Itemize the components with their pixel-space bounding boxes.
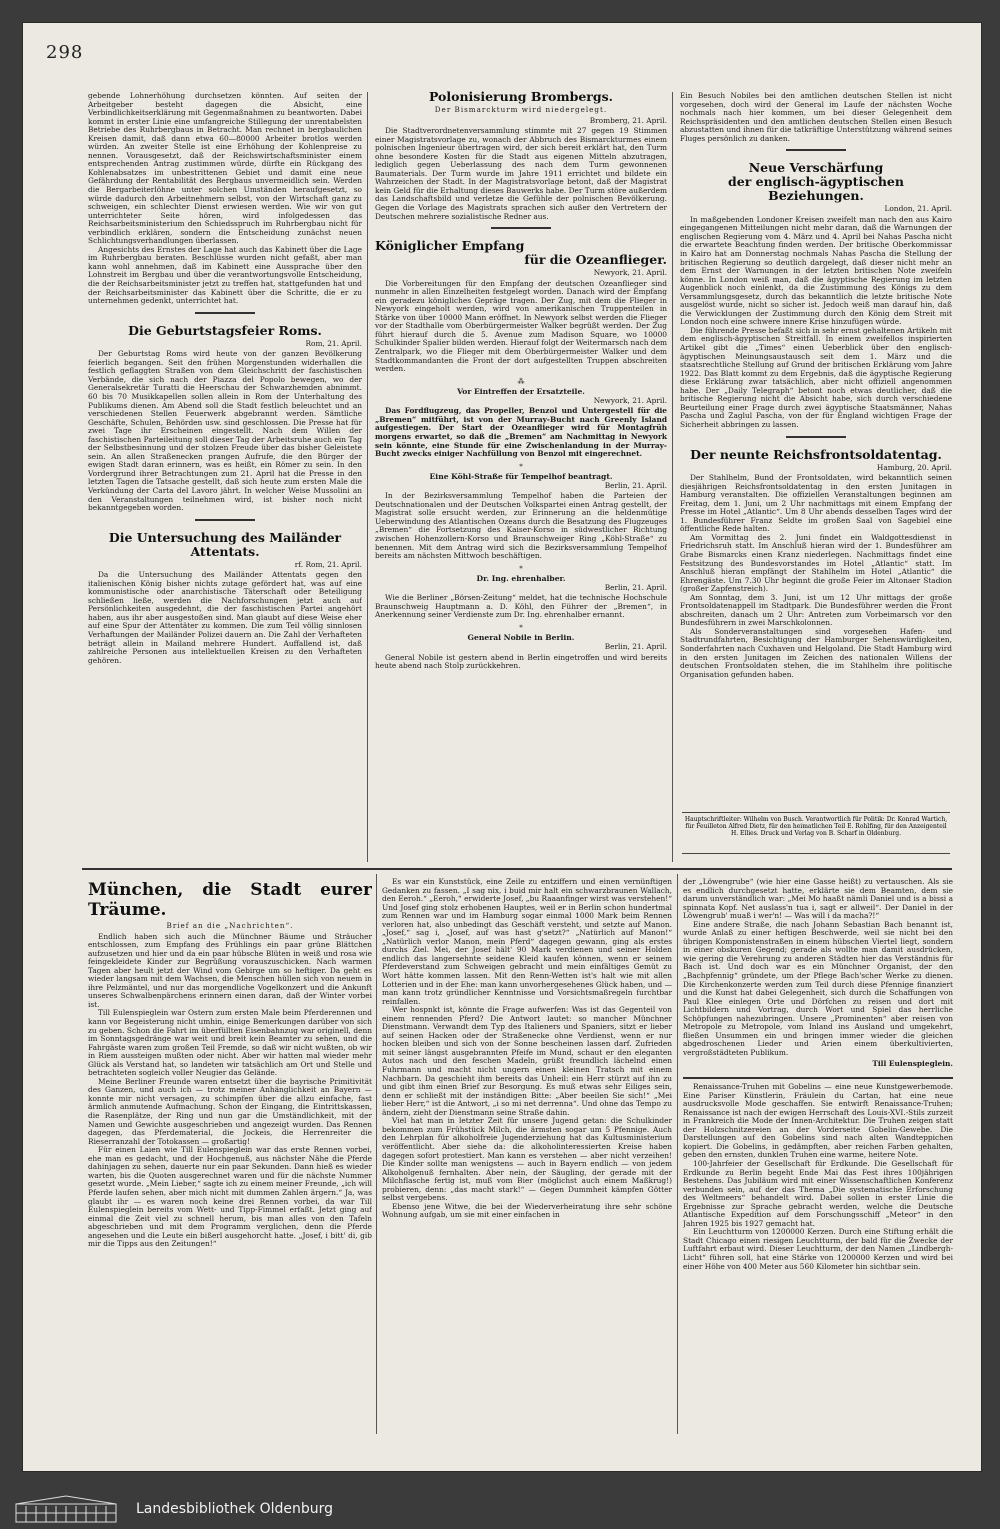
paragraph: Viel hat man in letzter Zeit für unsere Jugend getan: die Schulkinder bekommen zum Frühstück Milch, die ärmsten sogar um 5 Pfennige. Auch den Lehrplan für alkoholfreie Jugenderziehung hat das Kultusministerium veröffentlicht. Aber siehe da: die alkoholinteressierten Kreise haben dagegen sofort protestiert. Man kann es verstehen — aber nicht verzeihen! Die Kinder sollte man wenigstens — auch in Bayern endlich — von jedem Alkoholgenuß fernhalten. Aber nein, der Säugling, der gerade mit der Milchflasche fertig ist, muß vom Bier (möglichst auch einem Maßkrug!) probieren, denn: „das macht stark!“ — Gegen Dummheit kämpfen Götter selbst vergebens.: [382, 1116, 672, 1203]
dateline: Berlin, 21. April.: [604, 582, 667, 592]
paragraph: In maßgebenden Londoner Kreisen zweifelt man nach den aus Kairo eingegangenen Mitteilungen nicht mehr daran, daß die Warnungen der englischen Regierung vom 4. März und 4. April bei Nahas Pascha nicht die erwartete Beachtung finden werden. Der britische Oberkommissar in Kairo hat am Donnerstag nochmals Nahas Pascha die Stellung der britischen Regierung so deutlich dargelegt, daß dieser nicht mehr an dem Ernst der Warnungen in der letzten britischen Note zweifeln könne. In London weiß man, daß die ägyptische Regierung im letzten Augenblick noch einlenkt, da die Zustimmung des Königs zu dem Versammlungsgesetz, durch das bekanntlich die letzte britische Note ausgelöst wurde, nicht so sicher ist. Jedoch weiß man darauf hin, daß die Verwicklungen der Zustimmung durch den König dem Streit mit London noch eine schwere innere Krise hinzufügen würde.: [680, 214, 952, 327]
paragraph: In der Bezirksversammlung Tempelhof haben die Parteien der Deutschnationalen und der Deutschen Volkspartei einen Antrag gestellt, der Magistrat solle ersucht werden, zur Erinnerung an die heldenmütige Ueberwindung des Atlantischen Ozeans durch die Besatzung des Flugzeuges „Bremen“ die Fortsetzung des Kaiser-Korso in südwestlicher Richtung zwischen Hohenzollern-Korso und Braunschweiger Ring „Köhl-Straße“ zu benennen. Mit dem Antrag wird sich die Bezirksversammlung Tempelhof bereits am nächsten Mittwoch beschäftigen.: [375, 491, 667, 561]
separator: [491, 227, 551, 229]
separator: [683, 1077, 953, 1079]
paragraph: Ein Besuch Nobiles bei den amtlichen deutschen Stellen ist nicht vorgesehen, doch wird der General im Laufe der nächsten Woche nochmals nach hier kommen, um bei dieser Gelegenheit dem Reichspräsidenten und den amtlichen deutschen Stellen einen Besuch abzustatten und ihnen für die tatkräftige Unterstützung während seines Fluges persönlich zu danken.: [680, 92, 952, 143]
paragraph: Die Vorbereitungen für den Empfang der deutschen Ozeanflieger sind nunmehr in allen Einzelheiten festgelegt worden. Danach wird der Empfang ein geradezu königliches Gepräge tragen. Der Zug, mit dem die Flieger in Newyork eingeholt werden, wird von amerikanischen Truppenteilen in Stärke von über 10000 Mann eröffnet. In Newyork selbst werden die Flieger vor der Stadthalle vom Oberbürgermeister Walker begrüßt werden. Der Zug führt hierauf durch die 5. Avenue zum Madison Square, wo 10000 Schulkinder Spalier bilden werden. Hierauf folgt der Weitermarsch nach dem Zentralpark, wo die Flieger mit dem Oberbürgermeister Walker und dem Stadtkommandanten die Front der dort aufgestellten Truppen abschreiten werden.: [375, 278, 667, 374]
asterism: ⁂: [517, 377, 525, 386]
feuilleton-column-1: [88, 874, 372, 1434]
paragraph: Für einen Laien wie Till Eulenspieglein war das erste Rennen vorbei, ehe man es gedacht, und der Hochgenuß, aus nächster Nähe die Pferde dahinjagen zu sehen, dauerte nur ein paar Sekunden. Dann hieß es wieder warten, bis die Quoten ausgerechnet waren und für die nächste Nummer gesetzt wurde. „Mein Lieber,“ sagte ich zu einem meiner Freunde, „ich will Pferde laufen sehen, aber mich nicht mit dummen Zahlen ärgern.“ Ja, was glaubt ihr — es waren noch keine drei Rennen vorbei, da war Till Eulenspieglein bereits vom Wett- und Tipp-Fimmel erfaßt. Jetzt ging auf einmal die Zeit viel zu schnell herum, bis man alles von den Tafeln abgeschrieben und mit dem Programm verglichen, denn die Pferde angesehen und die Leute ein bißerl ausgehorcht hatte. „Josef, i bitt' di, gib mir die Tipps aus den Zeitungen!“: [88, 1145, 372, 1249]
library-building-icon: [12, 1494, 122, 1524]
paragraph: Der Geburtstag Roms wird heute von der ganzen Bevölkerung feierlich begangen. Seit den frühen Morgenstunden widerhallen die festlich geflaggten Straßen von dem Gleichschritt der faschistischen Verbände, die sich nach der Piazza del Popolo bewegen, wo der Generalsekretär Turatti die Heerschau der Schwarzhemden abnimmt. 60 bis 70 Musikkapellen sollen allein in Rom der Unterhaltung des Publikums dienen. Am Abend soll die Stadt festlich beleuchtet und an verschiedenen Stellen Feuerwerk abgebrannt werden. Sämtliche Geschäfte, Schulen, Behörden usw. sind geschlossen. Die Presse hat für zwei Tage ihr Erscheinen eingestellt. Nach dem Willen der faschistischen Parteileitung soll dieser Tag der Arbeitsruhe auch ein Tag der Selbstbesinnung und der stolzen Freude über das bisher Geleistete sein. An allen Straßenecken prangen Aufrufe, die den Bürger der ewigen Stadt daran erinnern, was es heißt, ein Römer zu sein. In den Vordergrund ihrer Betrachtungen zum 21. April hat die Presse in den letzten Tagen die Tatsache gestellt, daß sich heute zum ersten Male die Verkündung der Carta del Lavoro jährt. In welcher Weise Mussolini an den Veranstaltungen teilnehmen wird, ist bisher noch nicht bekanntgegeben worden.: [88, 349, 362, 513]
paragraph: Die Stadtverordnetenversammlung stimmte mit 27 gegen 19 Stimmen einer Magistratsvorlage zu, wonach der Abbruch des Bismarckturmes einem polnischen Ingenieur übertragen wird, der sich bereit erklärt hat, den Turm ohne besondere Kosten für die Stadt aus eigenen Mitteln abzutragen, lediglich gegen Ueberlassung des nach dem Turm gewonnenen Baumaterials. Der Turm wurde im Jahre 1911 errichtet und bildete ein Wahrzeichen der Stadt. In der Magistratsvorlage betont, daß der Magistrat kein Geld für die Erhaltung dieses Bauwerks habe. Der Turm störe außerdem das Landschaftsbild und verletze die Gefühle der polnischen Bevölkerung. Gegen die Vorlage des Magistrats sprachen sich außer den Vertretern der Deutschen mehrere sozialistische Redner aus.: [375, 126, 667, 221]
paragraph: Wie die Berliner „Börsen-Zeitung“ meldet, hat die technische Hochschule Braunschweig Hauptmann a. D. Köhl, den Führer der „Bremen“, in Anerkennung seiner Verdienste zum Dr. Ing. ehrenhalber ernannt.: [375, 593, 667, 620]
paragraph: gebende Lohnerhöhung durchsetzen könnten. Auf seiten der Arbeitgeber besteht dagegen die Absicht, eine Verbindlichkeitserklärung mit Gegenmaßnahmen zu beantworten. Dabei kommt in erster Linie eine umfangreiche Stillegung der unrentabelsten Betriebe des Ruhrbergbaus in Betracht. Man rechnet in bergbaulichen Kreisen damit, daß dann etwa 60—80000 Arbeiter brotlos werden würden. An zweiter Stelle ist eine Erhöhung der Kohlenpreise zu nennen. Vorausgesetzt, daß der Reichswirtschaftsminister einem entsprechenden Antrag zustimmen würde, dürfte ein Rückgang des Kohlenabsatzes im unbestrittenen Gebiet und damit eine neue Gefährdung der Rentabilität des Bergbaus unvermeidlich sein. Werden die Bergarbeiterlöhne unter solchen Umständen heraufgesetzt, so würde dadurch den Arbeitnehmern selbst, von der Wirtschaft ganz zu schweigen, ein schlechter Dienst erwiesen werden. Wie wir von gut unterrichteter Seite hören, wird infolgedessen das Reichsarbeitsministerium den Schiedsspruch im Ruhrbergbau nicht für verbindlich erklären, sondern die Entscheidung zunächst neuen Schlichtungsverhandlungen überlassen.: [88, 92, 362, 246]
feuilleton-title: München, die Stadt eurer Träume.: [88, 880, 372, 920]
column-rule: [376, 874, 377, 1434]
headline-ocean-1: Königlicher Empfang: [375, 238, 525, 254]
dateline: Berlin, 21. April.: [604, 480, 667, 490]
feuilleton-subtitle: Brief an die „Nachrichten“.: [166, 921, 294, 930]
dateline: Bromberg, 21. April.: [589, 115, 667, 125]
paragraph: Die führende Presse befaßt sich in sehr ernst gehaltenen Artikeln mit dem englisch-ägyptischen Streitfall. In einem zweifellos inspirierten Artikel gibt die „Times“ einen Ueberblick über den englisch-ägyptischen Meinungsaustausch seit dem 1. März und die staatsrechtliche Stellung auf Grund der britischen Erklärung vom Jahre 1922. Das Blatt kommt zu dem Ergebnis, daß die ägyptische Regierung diese Erklärung zwar tatsächlich, aber nicht offiziell angenommen habe. Der „Daily Telegraph“ betont noch etwas deutlicher, daß die britische Regierung nicht die Absicht habe, sich durch verschiedene Beurteilung einer Frage durch zwei ägyptische Staatsmänner, Nahas Pascha und Zaglul Pascha, von der für England wichtigen Frage der Sicherheit abbringen zu lassen.: [680, 325, 952, 429]
subhead-doctor: Dr. Ing. ehrenhalber.: [476, 574, 566, 584]
subheadline: Der Bismarckturm wird niedergelegt.: [434, 105, 608, 114]
paragraph: Till Eulenspieglein war Ostern zum ersten Male beim Pferderennen und kann vor Begeisterung nicht umhin, einige Bemerkungen darüber von sich zu geben. Schon die Fahrt im überfüllten Eisenbahnzug war originell, denn im Sonntagsgedränge war weit und breit kein Beamter zu sehen, und die Fahrgäste waren zum großen Teil Fremde, so daß wir nicht wußten, ob wir in Riem aussteigen mußten oder nicht. Aber wir hatten mal wieder mehr Glück als Verstand hat, so landeten wir tatsächlich am Ort und Stelle und betrachteten sogleich voller Neugier das Gelände.: [88, 1008, 372, 1078]
headline-ocean-2: für die Ozeanflieger.: [524, 252, 667, 268]
column-1: [88, 92, 362, 867]
paragraph: General Nobile ist gestern abend in Berlin eingetroffen und wird bereits heute abend nach Stolp zurückkehren.: [375, 652, 667, 671]
newspaper-page: [22, 22, 982, 1472]
separator: [195, 519, 255, 521]
column-rule: [367, 92, 368, 862]
dateline: Rom, 21. April.: [305, 338, 362, 348]
subhead-nobile: General Nobile in Berlin.: [467, 633, 575, 643]
page-number: 298: [46, 42, 84, 63]
headline-milan: Die Untersuchung des Mailänder Attentats.: [108, 529, 342, 559]
headline-rome: Die Geburtstagsfeier Roms.: [128, 322, 322, 338]
asterism: *: [519, 623, 523, 632]
column-rule: [672, 92, 673, 862]
paragraph: Das Fordflugzeug, das Propeller, Benzol und Untergestell für die „Bremen“ mitführt, ist von der Murray-Bucht nach Greenly Island aufgestiegen. Der Start der Ozeanflieger wird für Montagfrüh morgens erwartet, so daß die „Bremen“ am Nachmittag in Newyork sein könnte, eine Stunde für eine Zwischenlandung in der Murray-Bucht zwecks einiger Nachfüllung von Benzol mit eingerechnet.: [375, 406, 667, 459]
paragraph: Am Sonntag, dem 3. Juni, ist um 12 Uhr mittags der große Frontsoldatenappell im Stadtpark. Die Bundesführer werden die Front abschreiten, danach um 2 Uhr: Antreten zum Vorbeimarsch vor den Bundesführern in zwei Marschkolonnen.: [680, 592, 952, 628]
dateline: Newyork, 21. April.: [593, 268, 667, 278]
imprint-box: [682, 812, 950, 854]
dateline: London, 21. April.: [884, 204, 952, 214]
paragraph: Am Vormittag des 2. Juni findet ein Waldgottesdienst in Friedrichsruh statt. Im Anschluß hieran wird der 1. Bundesführer am Grabe Bismarcks einen Kranz niederlegen. Nachmittags findet eine Festsitzung des Bundesvorstandes im Hotel „Atlantic“ statt. Im Anschluß hieran empfängt der Stahlhelm im Hotel „Atlantic“ die Ehrengäste. Um 7.30 Uhr beginnt die große Feier im Altonaer Stadion (großer Zapfenstreich).: [680, 532, 952, 594]
paragraph: der „Löwengrube“ (wie hier eine Gasse heißt) zu vertauschen. Als sie es endlich durchgesetzt hatte, erklärte sie dem Beamten, dem sie darum unverständlich war: „Mei Mo haaßt nämli Daniel und is a bissi a spinnata Kopf. Net auslass'n tua i, sagt er allweil“. Der Daniel in der Löwengrub' muaß i wer'n! — Was will i da macha?!“: [683, 878, 953, 921]
subhead-koehl: Eine Köhl-Straße für Tempelhof beantragt.: [429, 472, 613, 482]
library-name: Landesbibliothek Oldenburg: [136, 1501, 334, 1517]
paragraph: Ein Leuchtturm von 1200000 Kerzen. Durch eine Stiftung erhält die Stadt Chicago einen riesigen Leuchtturm, der bald für die Zwecke der Luftfahrt erbaut wird. Dieser Leuchtturm, der den Namen „Lindbergh-Licht“ führen soll, hat eine Stärke von 1200000 Kerzen und wird bei einer Höhe von 400 Meter aus 560 Kilometer hin sichtbar sein.: [683, 1227, 953, 1271]
headline-egypt-2: der englisch-ägyptischen Beziehungen.: [728, 174, 904, 204]
paragraph: Der Stahlhelm, Bund der Frontsoldaten, wird bekanntlich seinen diesjährigen Reichsfrontsoldatentag in den ersten Junitagen in Hamburg veranstalten. Die offiziellen Veranstaltungen beginnen am Freitag, dem 1. Juni, um 2 Uhr nachmittags mit einem Empfang der Presse im Hotel „Atlantic“. Um 8 Uhr abends desselben Tages wird der 1. Bundesführer Franz Seldte im großen Saal von Sagebiel eine öffentliche Rede halten.: [680, 473, 952, 534]
feuilleton-divider: [82, 868, 952, 870]
separator: [195, 312, 255, 314]
separator: [786, 149, 846, 151]
column-2: [375, 88, 667, 868]
paragraph: Ebenso jene Witwe, die bei der Wiederverheiratung ihre sehr schöne Wohnung aufgab, um sie mit einer einfachen in: [382, 1201, 672, 1220]
paragraph: Als Sonderveranstaltungen sind vorgesehen Hafen- und Stadtrundfahrten, Besichtigung der Hamburger Sehenswürdigkeiten, Sonderfahrten nach Cuxhaven und Helgoland. Die Stadt Hamburg wird in den ersten Junitagen im Zeichen des nationalen Willens der deutschen Frontsoldaten stehen, die im Stahlhelm ihre politische Organisation gefunden haben.: [680, 626, 952, 679]
paragraph: Da die Untersuchung des Mailänder Attentats gegen den italienischen König bisher nichts zutage gefördert hat, was auf eine kommunistische oder anarchistische Täterschaft oder Beteiligung schließen ließe, werden die Nachforschungen jetzt auch auf Persönlichkeiten ausgedehnt, die der faschistischen Partei angehört haben, aus ihr aber ausgestoßen sind. Man glaubt auf diese Weise eher auf eine Spur der Attentäter zu kommen. Die zum Teil völlig sinnlosen Verhaftungen der Mailänder Polizei dauern an. Die Zahl der Verhafteten beträgt allein in Mailand mehrere Hundert. Auffallend ist, daß zahlreiche Personen aus intellektuellen Kreisen zu den Verhafteten gehören.: [88, 570, 362, 665]
paragraph: 100-Jahrfeier der Gesellschaft für Erdkunde. Die Gesellschaft für Erdkunde zu Berlin begeht Ende Mai das Fest ihres 100jährigen Bestehens. Das Jubiläum wird mit einer Wissenschaftlichen Konferenz verbunden sein, auf der das Thema „Die systematische Erforschung des Weltmeers“ behandelt wird. Dabei sollen in erster Linie die Ergebnisse zur Sprache gebracht werden, welche die Deutsche Atlantische Expedition auf dem Forschungsschiff „Meteor“ in den Jahren 1925 bis 1927 gemacht hat.: [683, 1158, 953, 1228]
dateline: Berlin, 21. April.: [604, 641, 667, 651]
paragraph: Wer hospnkt ist, könnte die Frage aufwerfen: Was ist das Gegenteil von einem rennenden Pferd? Die Antwort lautet: so mancher Münchner Dienstmann. Verwandt dem Typ des Italieners und Spaniers, sitzt er lieber auf seinen Hacken oder der Straßenecke ohne Verdienst, wenn er nur hocken bleiben und sich von der Sonne bescheinen lassen darf. Zufrieden mit seiner längst ausgebrannten Pfeife im Mund, schaut er den eleganten Autos nach und den feschen Madeln, grüßt freundlich lächelnd einen Fuhrmann und macht nicht ungern einen kleinen Tratsch mit einem Nachbarn. Da geschieht ihm bereits das Unheil: ein Herr stürzt auf ihn zu und gibt ihm einen Brief zur Besorgung. Es muß etwas sehr Eiliges sein, denn er schließt mit der inständigen Bitte: „Aber beeilen Sie sich!“ „Mei lieber Herr,“ ist die Antwort, „i so mi net derrenna“. Und ohne das Tempo zu ändern, zieht der Dienstmann seine Straße dahin.: [382, 1005, 672, 1117]
headline-bromberg: Polonisierung Brombergs.: [428, 89, 614, 104]
paragraph: Angesichts des Ernstes der Lage hat auch das Kabinett über die Lage im Ruhrbergbau beraten. Beschlüsse wurden nicht gefaßt, aber man kann wohl annehmen, daß im Kabinett eine Aussprache über den Lohnstreit im Bergbau und über die verantwortungsvolle Entscheidung, die der Reichsarbeitsminister jetzt zu treffen hat, stattgefunden hat und der Reichsarbeitsminister das Kabinett über die Schritte, die er zu unternehmen gedenkt, unterrichtet hat.: [88, 244, 362, 306]
paragraph: Eine andere Straße, die nach Johann Sebastian Bach benannt ist, wurde Anlaß zu einer heftigen Beschwerde, weil sie nicht bei den übrigen Komponistenstraßen in einem hübschen Viertel liegt, sondern in einer obskuren Gegend; gerade als wollte man damit ausdrücken, wie gering die Verehrung zu anderen Städten hier das Verständnis für Bach ist. Und doch war es ein Münchner Organist, der den „Bachpfennig“ gründete, um der Pflege Bach'scher Werke zu dienen. Die Kirchenkonzerte werden zum Teil durch diese Pfennige finanziert und die Kunst hat dabei Gelegenheit, sich durch die Schaffungen von Paul Klee einlegen Orte und Dörfchen zu reisen und dort mit Lichtbildern und Vortrag, durch Wort und Spiel das herrliche Schöpfungen nahezubringen. Unsere „Prominenten“ aber reisen von Metropole zu Metropole, vom Inland ins Ausland und umgekehrt, fließen Unsummen ein und bringen immer wieder die gleichen abgedroschenen Lieder und Arien einem überkultivierten, vergroßstädteten Publikum.: [683, 919, 953, 1057]
author-signature: Till Eulenspieglein.: [872, 1059, 953, 1069]
paragraph: Renaissance-Truhen mit Gobelins — eine neue Kunstgewerbemode. Eine Pariser Künstlerin, Fräulein du Cartan, hat eine neue ausdrucksvolle Mode geschaffen. Sie entwirft Renaissance-Truhen; Renaissance ist nach der ewigen Herrschaft des Louis-XVI.-Stils zurzeit in Frankreich die Mode der Innen-Architektur. Die Truhen zeigen statt der Holzschnitzereien an der Vorderseite Gobelin-Gewebe. Die Darstellungen auf den Gobelins sind nach alten Wandteppichen kopiert. Die Gobelins, in gedämpften, aber reichen Farben gehalten, geben den ernsten, dunklen Truhen eine warme, heitere Note.: [683, 1082, 953, 1160]
asterism: *: [519, 462, 523, 471]
headline-front: Der neunte Reichsfrontsoldatentag.: [690, 446, 942, 462]
paragraph: Es war ein Kunststück, eine Zeile zu entziffern und einen vernünftigen Gedanken zu fassen. „I sag nix, i buid mir halt ein schwarzbraunen Wallach, den Eeroh.“ „Eeroh,“ erwiderte Josef, „bu Raaanfinger wirst was verstehen!“ Und Josef ging stolz erhobenen Hauptes, weil er in Berlin schon hundertmal zum Rennen war und im Hamburg sogar einmal 1000 Mark beim Rennen verloren hat, also unbedingt das Geschäft versteht, und setzte auf Manon. „Josef,“ sag i, „Josef, auf was hast g'setzt?“ „Natürlich auf Manon!“ „Natürlich verlor Manon, mein Pferd“ dagegen gewann, ging als erstes durchs Ziel. Mei, der Josef hält' 90 Mark verdienen und seiner Holden endlich das langersehnte seidene Kleid kaufen können, wenn er seinem Pferdeverstand zum Schweigen gebracht und mein einfältiges Gemüt zu Wort hätte kommen lassen. Mit den Renn-Wetten ist's halt wie mit allen Lotterien und in der Ehe: man kann unvorhergesehenes Glück haben, und — man kann trotz gründlicher Kenntnisse und Vorsichtsmaßregeln furchtbar reinfallen.: [382, 878, 672, 1006]
imprint: Hauptschriftleiter: Wilhelm von Busch. Verantwortlich für Politik: Dr. Konrad Wartich, für Feuilleton Alfred Dietz, für den heimatlichen Teil E. Rohlfing, für den Anzeigenteil H. Ellies. Druck und Verlag von B. Scharf in Oldenburg.: [684, 816, 948, 837]
separator: [786, 436, 846, 438]
dateline: Hamburg, 20. April.: [876, 462, 952, 472]
column-3: [680, 92, 952, 792]
feuilleton-column-3: [683, 878, 953, 1434]
subhead-parts: Vor Eintreffen der Ersatzteile.: [457, 387, 585, 397]
dateline: rf. Rom, 21. April.: [294, 559, 362, 569]
column-rule: [677, 874, 678, 1434]
feuilleton-column-2: [382, 878, 672, 1434]
paragraph: Endlich haben sich auch die Münchner Bäume und Sträucher entschlossen, zum Empfang des Frühlings ein paar grüne Blättchen aufzusetzen und hier und da ein paar hübsche Blüten in weiß und rosa wie feingekleidete Kinder zur Begrüßung vorauszuschicken. Nach warmen Tagen aber heult jetzt der Wind vom Gebirge um so heftiger. Da geht es wieder langsam mit dem Wachsen, die Menschen hüllen sich von neuem in ihre Pelzmäntel, und nur das morgendliche Vogelkonzert und die Ankunft unseres Schwalbenpärchens erinnern einen daran, daß der Winter vorbei ist.: [88, 931, 372, 1009]
headline-egypt-1: Neue Verschärfung: [748, 160, 884, 176]
asterism: *: [519, 564, 523, 573]
paragraph: Meine Berliner Freunde waren entsetzt über die bayrische Primitivität des Ganzen, und auch ich — trotz meiner Anhänglichkeit an Bayern — konnte mir nicht versagen, zu schimpfen über die allzu einfache, fast ärmlich anmutende Aufmachung. Schon der Eingang, die Eintrittskassen, die Rasenplätze, der Ring und nun gar die Umständlichkeit, mit der Namen und Gewichte ausgeschrieben und angezeigt wurden. Das Rennen dagegen, das Pferdematerial, die Jockeis, die Herrenreiter die Rieserranzahl der Totokassen — großartig!: [88, 1076, 372, 1146]
dateline: Newyork, 21. April.: [593, 395, 667, 405]
